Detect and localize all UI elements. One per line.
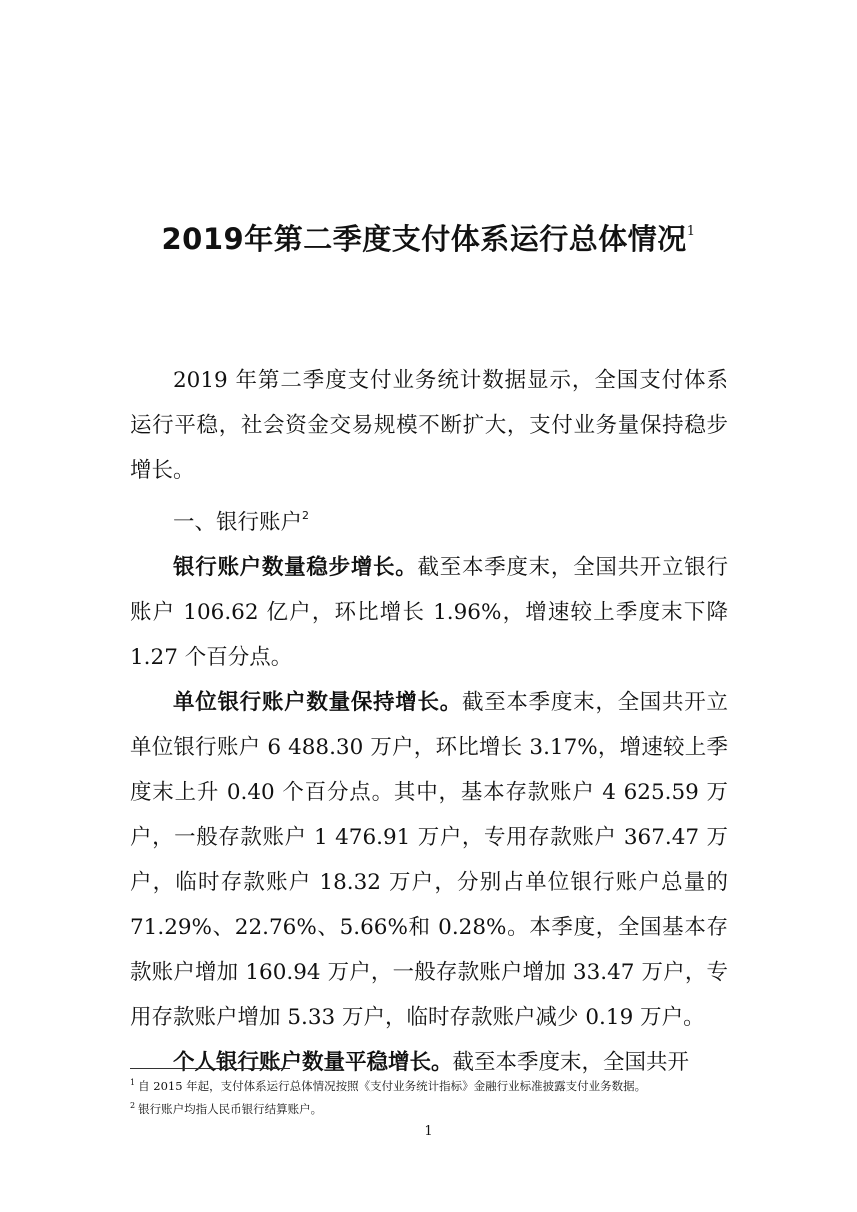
paragraph-text: 截至本季度末，全国共开立单位银行账户 6 488.30 万户，环比增长 3.17%，增速较上季度末上升 0.40 个百分点。其中，基本存款账户 4 625.59 万户，一般存款账户 1 476.91 万户，专用存款账户 367.47 万户，临时存款账户 18.32 万户，分别占单位银行账户总量的 71.29%、22.76%、5.66%和 0.28%。本季度，全国基本存款账户增加 160.94 万户，一般存款账户增加 33.47 万户，专用存款账户增加 5.33 万户，临时存款账户减少 0.19 万户。 — [130, 690, 728, 1030]
intro-paragraph: 2019 年第二季度支付业务统计数据显示，全国支付体系运行平稳，社会资金交易规模不断扩大，支付业务量保持稳步增长。 — [130, 368, 728, 483]
section-heading-bank-accounts — [130, 493, 728, 545]
footnotes — [130, 1073, 730, 1119]
document-title-text: 2019年第二季度支付体系运行总体情况 — [161, 222, 687, 256]
page-number: 1 — [424, 1124, 433, 1139]
footnote-divider — [130, 1068, 290, 1069]
paragraph-unit-accounts — [130, 680, 728, 1040]
paragraph-lead: 个人银行账户数量平稳增长。 — [173, 1050, 453, 1075]
title-footnote-ref: 1 — [686, 224, 696, 239]
footnote-text: 银行账户均指人民币银行结算账户。 — [138, 1102, 323, 1116]
footnote-mark: 1 — [130, 1078, 136, 1087]
document-title — [0, 222, 857, 257]
section-footnote-ref: 2 — [302, 509, 310, 522]
paragraph-text: 截至本季度末，全国共开立银行账户 106.62 亿户，环比增长 1.96%，增速较上季度末下降 1.27 个百分点。 — [130, 555, 728, 670]
paragraph-text: 截至本季度末，全国共开 — [452, 1050, 690, 1075]
paragraph-bank-accounts — [130, 545, 728, 680]
paragraph-lead: 单位银行账户数量保持增长。 — [173, 690, 462, 715]
paragraph-lead: 银行账户数量稳步增长。 — [173, 555, 418, 580]
footnote-item — [130, 1096, 730, 1119]
section-heading-text: 一、银行账户 — [173, 510, 303, 535]
footnote-item — [130, 1073, 730, 1096]
footnote-mark: 2 — [130, 1101, 136, 1110]
footnote-text: 自 2015 年起，支付体系运行总体情况按照《支付业务统计指标》金融行业标准披露支付业务数据。 — [138, 1079, 647, 1093]
document-body — [130, 358, 728, 1085]
